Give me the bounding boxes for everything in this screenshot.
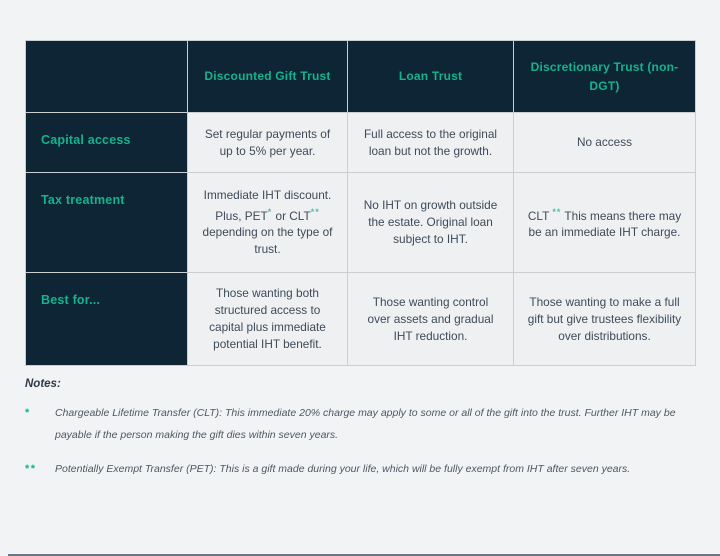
column-header-loan-trust: Loan Trust [348, 41, 514, 113]
cell-tax-loan: No IHT on growth outside the estate. Original loan subject to IHT. [348, 173, 514, 273]
cell-capital-loan: Full access to the original loan but not the growth. [348, 113, 514, 173]
text-segment: or CLT [272, 208, 311, 223]
notes-section [25, 378, 697, 492]
corner-cell [26, 41, 188, 113]
text-segment: CLT [527, 208, 553, 223]
row-capital-access [26, 113, 696, 173]
footnote-marker-pet: * [267, 206, 273, 217]
note-text-clt: Chargeable Lifetime Transfer (CLT): This immediate 20% charge may apply to some or all of the gift into the trust. Further IHT may be payable if the person making the gift dies within seven years. [55, 407, 676, 441]
text-segment: Immediate IHT discount. Plus, PET [203, 187, 332, 223]
cell-tax-dgt [188, 173, 348, 273]
cell-best-discretionary: Those wanting to make a full gift but give trustees flexibility over distributions. [514, 273, 696, 366]
column-header-discounted-gift-trust: Discounted Gift Trust [188, 41, 348, 113]
row-label-capital-access: Capital access [26, 113, 188, 173]
row-best-for [26, 273, 696, 366]
note-marker-double-asterisk: ** [25, 463, 37, 475]
row-label-best-for: Best for... [26, 273, 188, 366]
note-marker-single-asterisk: * [25, 407, 31, 419]
header-row [26, 41, 696, 113]
row-tax-treatment [26, 173, 696, 273]
cell-best-loan: Those wanting control over assets and gradual IHT reduction. [348, 273, 514, 366]
cell-capital-discretionary: No access [514, 113, 696, 173]
text-segment: This means there may be an immediate IHT charge. [528, 208, 682, 240]
trust-comparison-table [25, 40, 696, 366]
cell-best-dgt: Those wanting both structured access to capital plus immediate potential IHT benefit. [188, 273, 348, 366]
column-header-discretionary-trust: Discretionary Trust (non-DGT) [514, 41, 696, 113]
note-item-clt [25, 402, 697, 446]
footnote-marker-clt: ** [310, 206, 320, 217]
note-text-pet: Potentially Exempt Transfer (PET): This is a gift made during your life, which will be fully exempt from IHT after seven years. [55, 463, 631, 475]
footnote-marker-clt: ** [552, 206, 562, 217]
cell-capital-dgt: Set regular payments of up to 5% per year. [188, 113, 348, 173]
cell-tax-discretionary [514, 173, 696, 273]
note-item-pet [25, 458, 697, 480]
text-segment: depending on the type of trust. [202, 225, 333, 257]
notes-title: Notes: [25, 378, 61, 390]
row-label-tax-treatment: Tax treatment [26, 173, 188, 273]
